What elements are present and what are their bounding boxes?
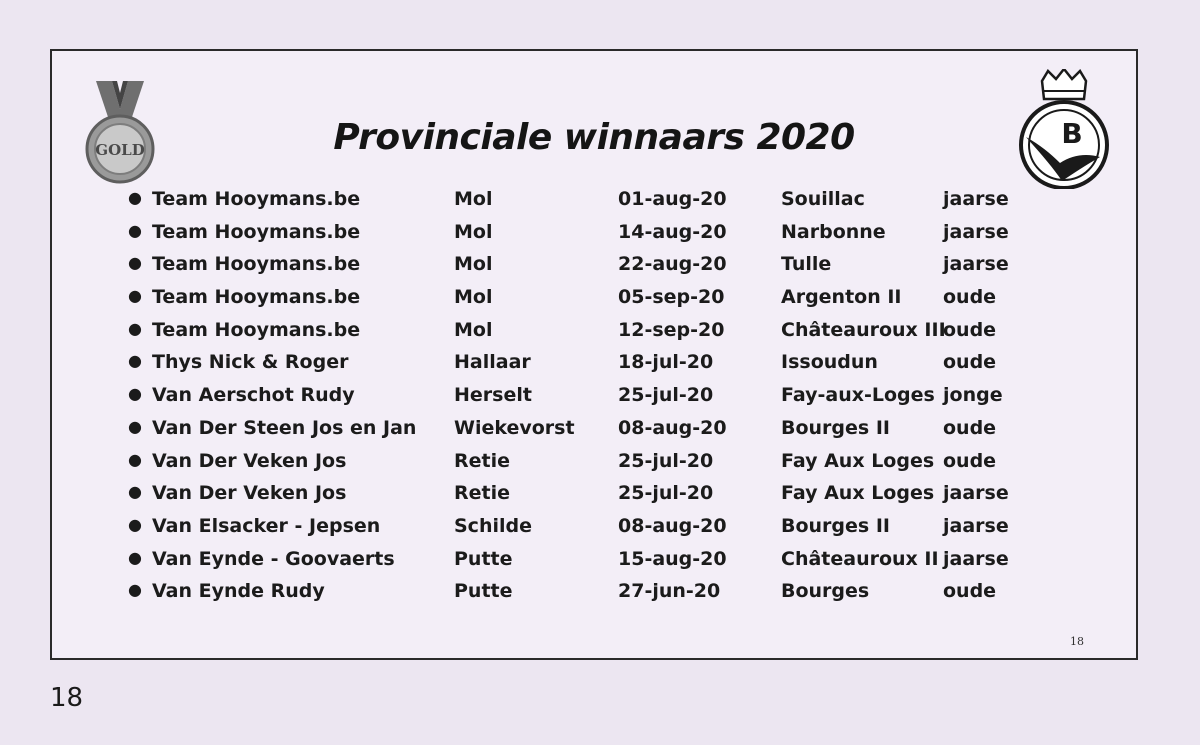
federation-logo-icon — [1014, 69, 1114, 189]
svg-text:GOLD: GOLD — [95, 141, 145, 159]
slide-number: 18 — [1070, 635, 1084, 648]
list-item: ● Thys Nick & Roger Hallaar 18-jul-20 Issoudun oude — [128, 351, 997, 374]
svg-text:B: B — [1061, 117, 1083, 150]
list-item: ● Team Hooymans.be Mol 14-aug-20 Narbonne jaarse — [128, 220, 1009, 243]
list-item: ● Van Aerschot Rudy Herselt 25-jul-20 Fay-aux-Loges jonge — [128, 384, 1003, 407]
list-item: ● Van Eynde - Goovaerts Putte 15-aug-20 Châteauroux II jaarse — [128, 547, 1009, 570]
bullet-icon: ● — [128, 384, 142, 404]
bullet-icon: ● — [128, 580, 142, 600]
bullet-icon: ● — [128, 547, 142, 567]
slide-frame — [50, 49, 1138, 660]
winners-list — [52, 185, 1136, 610]
bullet-icon: ● — [128, 286, 142, 306]
list-item: ● Van Eynde Rudy Putte 27-jun-20 Bourges oude — [128, 580, 997, 603]
list-item: ● Van Der Veken Jos Retie 25-jul-20 Fay Aux Loges jaarse — [128, 482, 1009, 505]
bullet-icon: ● — [128, 514, 142, 534]
page-title: Provinciale winnaars 2020 — [333, 117, 855, 158]
bullet-icon: ● — [128, 416, 142, 436]
list-item: ● Van Elsacker - Jepsen Schilde 08-aug-20 Bourges II jaarse — [128, 514, 1009, 537]
bullet-icon: ● — [128, 318, 142, 338]
list-item: ● Team Hooymans.be Mol 12-sep-20 Châteauroux III oude — [128, 318, 997, 341]
bullet-icon: ● — [128, 351, 142, 371]
list-item: ● Van Der Veken Jos Retie 25-jul-20 Fay Aux Loges oude — [128, 449, 997, 472]
bullet-icon: ● — [128, 482, 142, 502]
bullet-icon: ● — [128, 449, 142, 469]
list-item: ● Team Hooymans.be Mol 22-aug-20 Tulle jaarse — [128, 253, 1009, 276]
list-item: ● Team Hooymans.be Mol 05-sep-20 Argenton II oude — [128, 286, 997, 309]
bullet-icon: ● — [128, 188, 142, 207]
list-item: ● Van Der Steen Jos en Jan Wiekevorst 08-aug-20 Bourges II oude — [128, 416, 997, 439]
bullet-icon: ● — [128, 253, 142, 273]
bullet-icon: ● — [128, 220, 142, 240]
page-number: 18 — [50, 683, 84, 713]
list-item: ● Team Hooymans.be Mol 01-aug-20 Souillac jaarse — [128, 188, 1009, 210]
